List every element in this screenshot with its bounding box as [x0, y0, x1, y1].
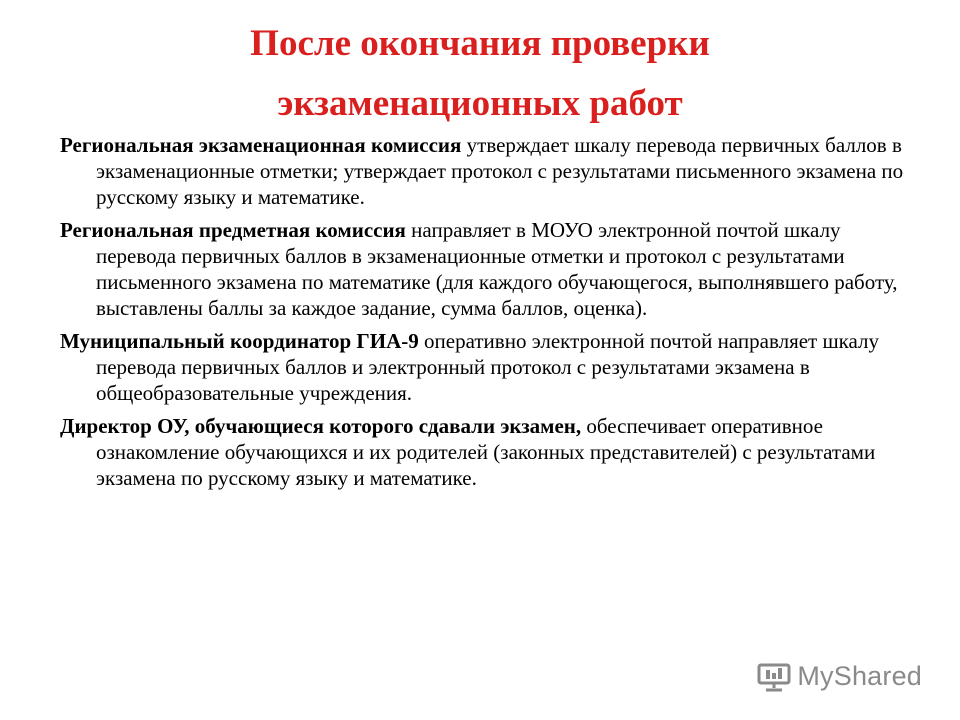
slide-title-line-1: После окончания проверки	[250, 23, 710, 64]
slide-body	[60, 132, 910, 498]
paragraph-regional-exam-commission	[60, 132, 910, 210]
paragraph-text: утверждает шкалу перевода первичных баллов в экзаменационные отметки; утверждает протокол с результатами письменного экзамена по русскому языку и математике.	[96, 133, 904, 209]
presentation-board-icon	[757, 662, 791, 692]
paragraph-lead: Региональная предметная комиссия	[60, 218, 406, 242]
myshared-watermark	[757, 661, 922, 692]
paragraph-lead: Директор ОУ, обучающиеся которого сдавали экзамен,	[60, 414, 582, 438]
paragraph-text: направляет в МОУО электронной почтой шкалу перевода первичных баллов в экзаменационные отметки и протокол с результатами письменного экзамена по математике (для каждого обучающегося, выполнявшего работу, выставлены баллы за каждое задание, сумма баллов, оценка).	[96, 218, 898, 320]
paragraph-text: обеспечивает оперативное ознакомление обучающихся и их родителей (законных представителей) с результатами экзамена по русскому языку и математике.	[96, 414, 876, 490]
paragraph-text: оперативно электронной почтой направляет шкалу перевода первичных баллов и электронный протокол с результатами экзамена в общеобразовательные учреждения.	[96, 329, 880, 405]
paragraph-regional-subject-commission	[60, 217, 910, 321]
slide-title-line-2: экзаменационных работ	[277, 83, 683, 124]
paragraph-lead: Региональная экзаменационная комиссия	[60, 133, 462, 157]
watermark-text: MyShared	[797, 661, 922, 691]
paragraph-school-director	[60, 413, 910, 491]
slide-title	[0, 14, 960, 134]
paragraph-lead: Муниципальный координатор ГИА-9	[60, 329, 419, 353]
paragraph-municipal-coordinator	[60, 328, 910, 406]
